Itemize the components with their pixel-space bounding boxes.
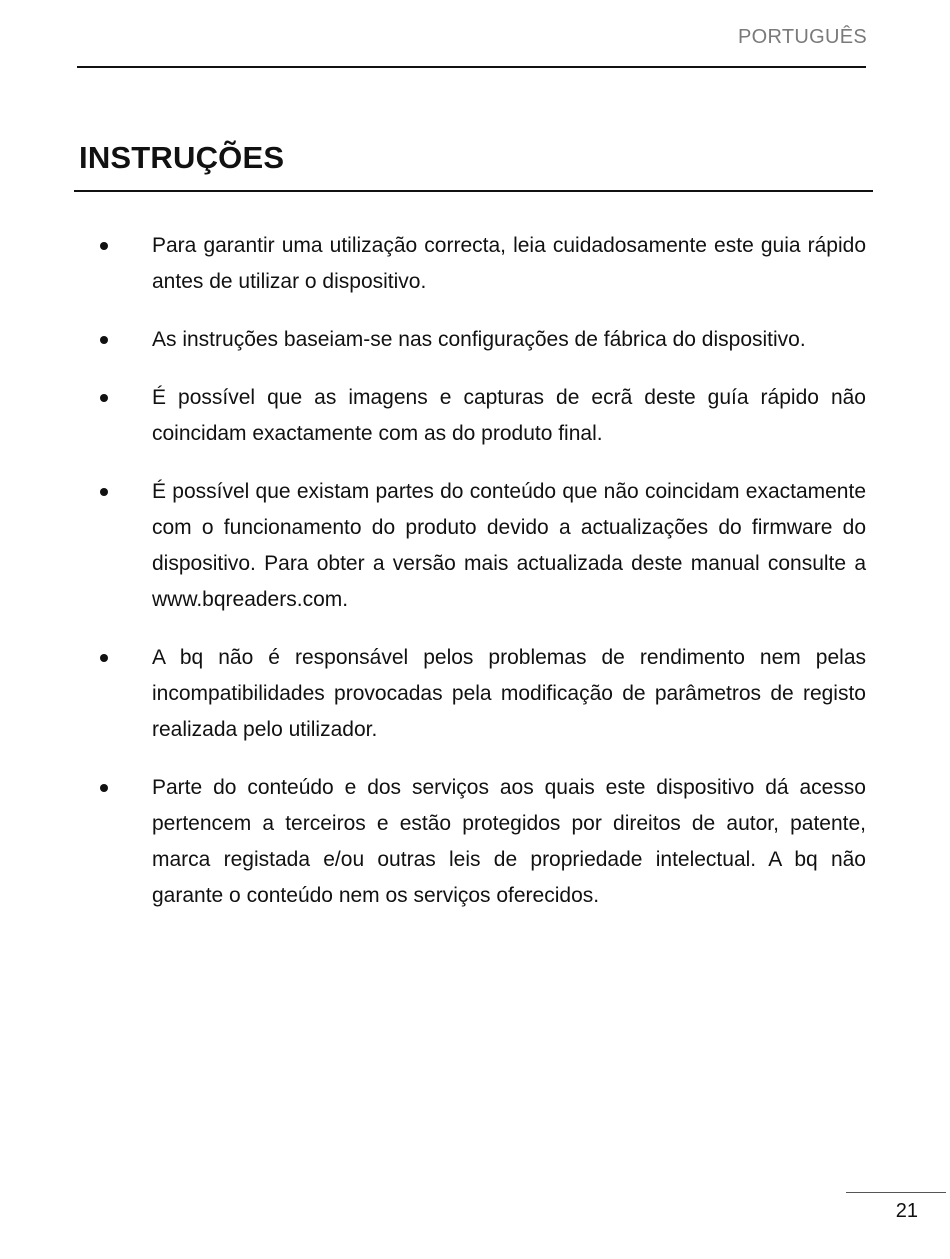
list-item-text: Parte do conteúdo e dos serviços aos quais este dispositivo dá acesso pertencem a terceiros e estão protegidos por direitos de autor, patente, marca registada e/ou outras leis de propriedade intelectual. A bq não garante o conteúdo nem os serviços oferecidos. xyxy=(152,776,866,907)
list-item-text: É possível que as imagens e capturas de ecrã deste guía rápido não coincidam exactamente com as do produto final. xyxy=(152,386,866,445)
list-item xyxy=(96,322,866,358)
list-item xyxy=(96,474,866,618)
bullet-icon xyxy=(100,242,108,250)
list-item xyxy=(96,770,866,914)
bullet-icon xyxy=(100,336,108,344)
bullet-icon xyxy=(100,784,108,792)
list-item-text: É possível que existam partes do conteúdo que não coincidam exactamente com o funcionamento do produto devido a actualizações do firmware do dispositivo. Para obter a versão mais actualizada deste manual consulte a www.bqreaders.com. xyxy=(152,480,866,611)
bullet-icon xyxy=(100,654,108,662)
running-header-language: PORTUGUÊS xyxy=(737,26,867,48)
bullet-icon xyxy=(100,394,108,402)
instructions-list xyxy=(96,228,866,936)
list-item xyxy=(96,380,866,452)
list-item-text: As instruções baseiam-se nas configurações de fábrica do dispositivo. xyxy=(152,328,806,351)
header-rule xyxy=(77,66,866,68)
title-rule xyxy=(74,190,873,192)
list-item xyxy=(96,228,866,300)
page-number: 21 xyxy=(895,1200,918,1222)
list-item-text: A bq não é responsável pelos problemas de rendimento nem pelas incompatibilidades provocadas pela modificação de parâmetros de registo realizada pelo utilizador. xyxy=(152,646,866,741)
section-title: INSTRUÇÕES xyxy=(79,140,285,175)
bullet-icon xyxy=(100,488,108,496)
footer-rule xyxy=(846,1192,946,1193)
list-item-text: Para garantir uma utilização correcta, leia cuidadosamente este guia rápido antes de utilizar o dispositivo. xyxy=(152,234,866,293)
list-item xyxy=(96,640,866,748)
